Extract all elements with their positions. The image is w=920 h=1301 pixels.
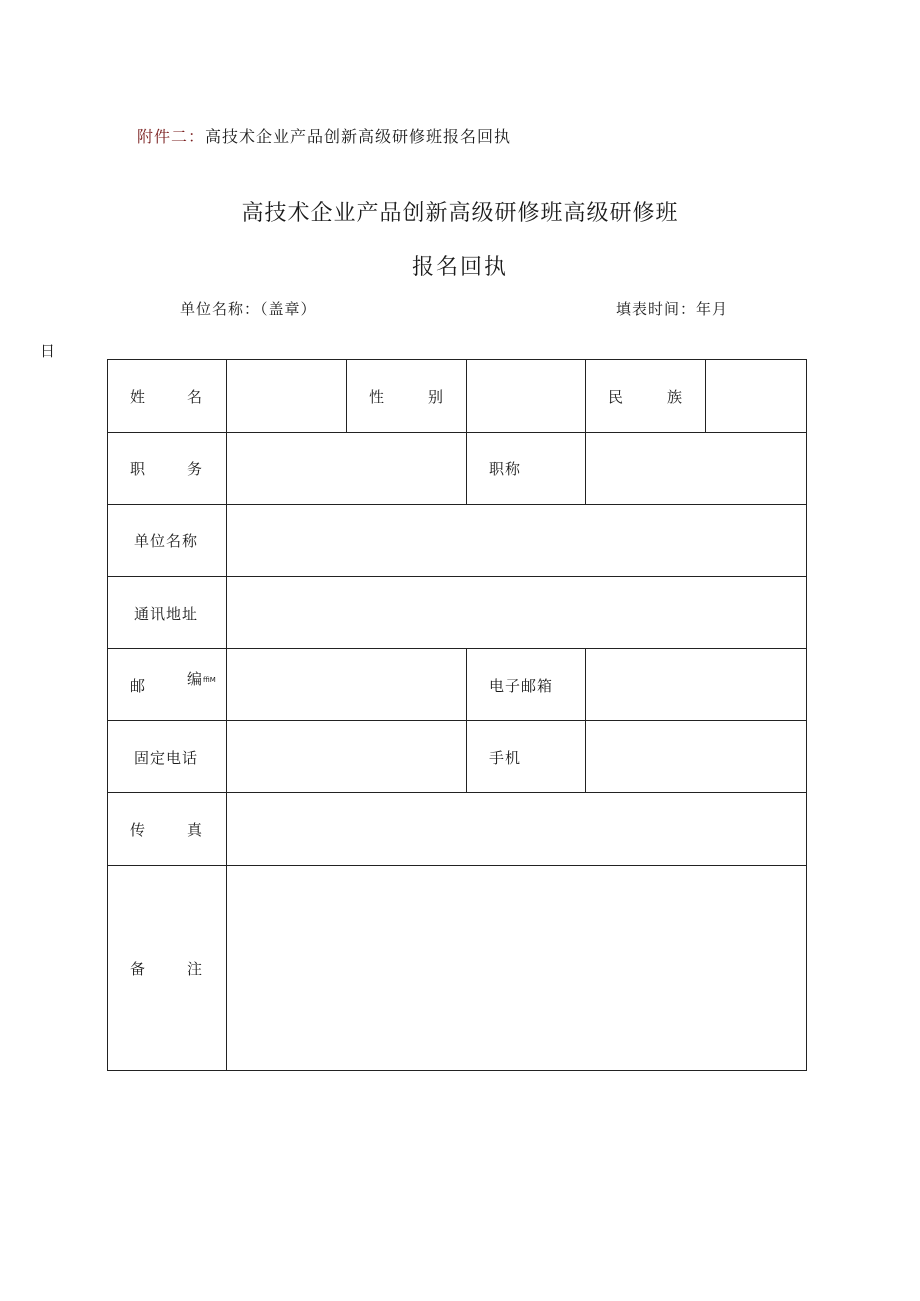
ethnicity-label-char1: 民 <box>608 388 625 406</box>
name-label-char1: 姓 <box>130 388 147 406</box>
document-title: 高技术企业产品创新高级研修班高级研修班 <box>241 201 679 226</box>
name-label-char2: 名 <box>187 388 204 406</box>
position-field[interactable] <box>227 433 466 504</box>
table-border-bottom <box>107 1070 807 1071</box>
postcode-label-char2-text: 编 <box>187 670 204 688</box>
organization-label: 单位名称 <box>134 532 199 550</box>
gender-label-char1: 性 <box>369 388 386 406</box>
document-subtitle: 报名回执 <box>411 255 508 280</box>
ethnicity-field[interactable] <box>706 360 806 432</box>
mobile-field[interactable] <box>586 721 806 792</box>
name-field[interactable] <box>227 360 346 432</box>
address-label: 通讯地址 <box>134 605 199 623</box>
postcode-field[interactable] <box>227 649 466 720</box>
remarks-label-char2: 注 <box>187 960 204 978</box>
mobile-label: 手机 <box>489 749 522 767</box>
table-border-left <box>107 359 108 1071</box>
postcode-label-char2 <box>187 668 216 689</box>
organization-field[interactable] <box>227 505 806 576</box>
registration-form-table <box>107 359 807 1071</box>
email-field[interactable] <box>586 649 806 720</box>
professional-title-field[interactable] <box>586 433 806 504</box>
gender-field[interactable] <box>467 360 585 432</box>
remarks-label-char1: 备 <box>130 960 147 978</box>
position-label-char2: 务 <box>187 460 204 478</box>
fill-day-label: 日 <box>40 342 56 360</box>
ethnicity-label-char2: 族 <box>667 388 684 406</box>
table-border-top <box>107 359 807 360</box>
email-label: 电子邮箱 <box>489 677 554 695</box>
attachment-title: 高技术企业产品创新高级研修班报名回执 <box>205 127 512 146</box>
attachment-prefix: 附件二： <box>137 127 206 146</box>
column-divider <box>466 648 467 793</box>
landline-label: 固定电话 <box>134 749 199 767</box>
landline-field[interactable] <box>227 721 466 792</box>
fax-label-char2: 真 <box>187 821 204 839</box>
unit-name-stamp-label: 单位名称：（盖章） <box>180 300 317 318</box>
remarks-field[interactable] <box>227 866 806 1070</box>
postcode-label-char1: 邮 <box>130 677 147 695</box>
attachment-heading <box>137 124 511 147</box>
gender-label-char2: 别 <box>428 388 445 406</box>
address-field[interactable] <box>227 577 806 648</box>
column-divider <box>466 432 467 505</box>
professional-title-label: 职称 <box>489 460 522 478</box>
postcode-label-artifact: ffiM <box>203 676 216 684</box>
table-border-right <box>806 359 807 1071</box>
fax-field[interactable] <box>227 793 806 865</box>
column-divider <box>346 359 347 433</box>
fax-label-char1: 传 <box>130 821 147 839</box>
fill-date-label: 填表时间：年月 <box>616 300 729 318</box>
column-divider <box>585 359 586 433</box>
position-label-char1: 职 <box>130 460 147 478</box>
